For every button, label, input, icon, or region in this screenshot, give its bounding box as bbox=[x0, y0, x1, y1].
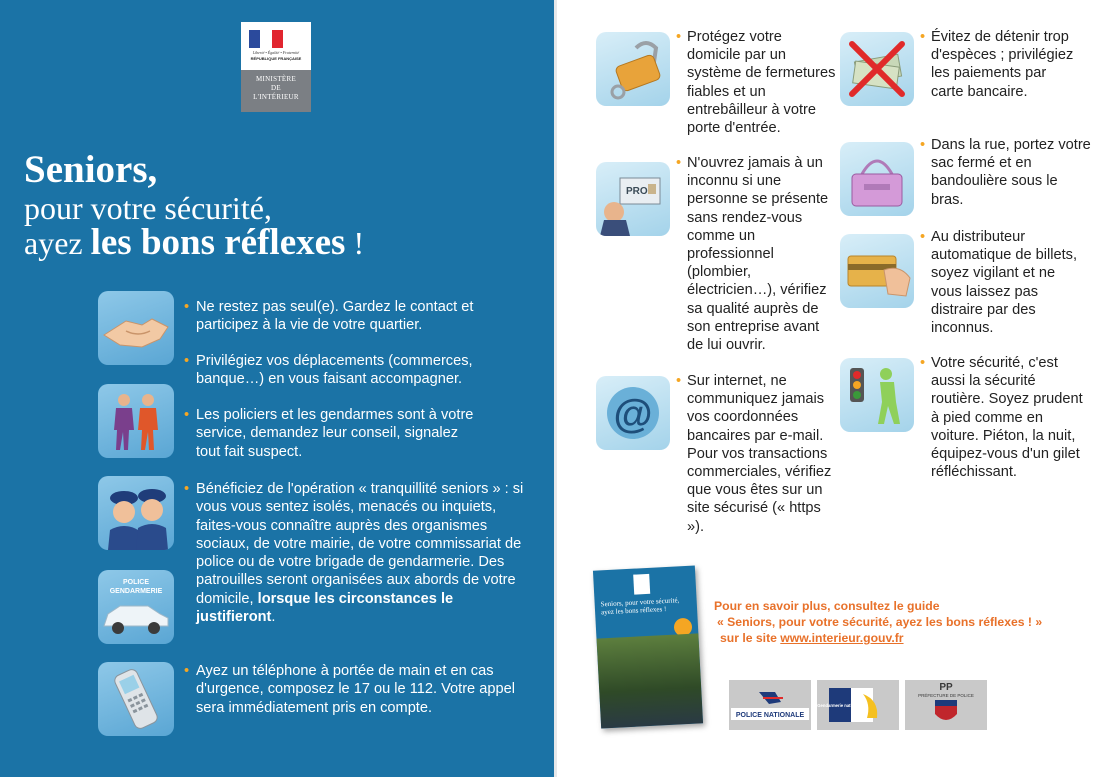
pedestrian-light-icon bbox=[840, 358, 914, 432]
more-info-line-2: « Seniors, pour votre sécurité, ayez les bons réflexes ! » bbox=[717, 615, 1043, 629]
tip-text-main: Bénéficiez de l'opération « tranquillité seniors » : si vous vous sentez isolés, menacés ou inquiets, faites-vous connaître auprès des organismes sociaux, de votre mairie, de votre commissariat de police ou de votre brigade de gendarmerie. Des patrouilles seront organisées aux abords de votre domicile, bbox=[196, 481, 524, 607]
title-line-3 bbox=[24, 224, 544, 262]
svg-text:PP: PP bbox=[939, 682, 953, 693]
bank-card-icon bbox=[840, 234, 914, 308]
police-car-label-2: GENDARMERIE bbox=[109, 588, 163, 595]
tip-text: N'ouvrez jamais à un inconnu si une personne se présente sans rendez-vous comme un professionnel (plombier, électricien…), vérifiez sa qualité auprès de son entreprise avant de lui ouvrir. bbox=[687, 155, 829, 354]
logo-republic: RÉPUBLIQUE FRANÇAISE bbox=[250, 56, 302, 61]
guide-cover-title: Seniors, pour votre sécurité, ayez les bons réflexes ! bbox=[600, 596, 680, 617]
tip-text: Dans la rue, portez votre sac fermé et en bandoulière sous le bras. bbox=[931, 137, 1091, 208]
police-car-label-1: POLICE bbox=[122, 579, 150, 586]
police-officers-icon bbox=[98, 476, 174, 550]
more-info-line-1: Pour en savoir plus, consultez le guide bbox=[714, 599, 940, 613]
more-info bbox=[714, 598, 1094, 646]
at-sign-icon bbox=[596, 376, 670, 450]
bullet-icon: • bbox=[920, 137, 926, 153]
tip-text-bold: lorsque les circonstances le justifieront bbox=[196, 590, 454, 626]
logo-motto: Liberté • Égalité • Fraternité bbox=[252, 50, 300, 55]
title-line-1: Seniors, bbox=[24, 148, 158, 191]
handbag-icon bbox=[840, 142, 914, 216]
website-link[interactable]: www.interieur.gouv.fr bbox=[780, 631, 904, 645]
police-car-icon bbox=[98, 570, 174, 644]
tip-tranquility-seniors bbox=[184, 480, 524, 626]
tip-text: Ne restez pas seul(e). Gardez le contact et participez à la vie de votre quartier. bbox=[196, 299, 474, 334]
tip-road-safety bbox=[920, 354, 1088, 481]
bullet-icon: • bbox=[920, 29, 926, 45]
partner-label: Gendarmerie nationale bbox=[817, 703, 863, 708]
no-cash-icon bbox=[840, 32, 914, 106]
page-title bbox=[24, 148, 544, 262]
tip-stay-connected bbox=[184, 298, 524, 335]
partner-label: PRÉFECTURE DE POLICE bbox=[918, 693, 974, 698]
pro-card-label: PRO bbox=[626, 186, 648, 197]
tip-text: Les policiers et les gendarmes sont à votre service, demandez leur conseil, signalez tout fait suspect. bbox=[196, 407, 474, 460]
pro-card-icon bbox=[596, 162, 670, 236]
title-line-2: pour votre sécurité, bbox=[24, 190, 272, 226]
tip-bag-closed bbox=[920, 136, 1092, 209]
tip-police-service bbox=[184, 406, 494, 461]
bullet-icon: • bbox=[184, 407, 190, 423]
svg-text:@: @ bbox=[613, 392, 653, 436]
gendarmerie-logo bbox=[817, 680, 899, 730]
tip-atm-vigilance bbox=[920, 228, 1082, 337]
tip-text: Privilégiez vos déplacements (commerces, banque…) en vous faisant accompagner. bbox=[196, 353, 473, 388]
tip-internet-safety bbox=[676, 372, 838, 536]
tip-avoid-cash bbox=[920, 28, 1080, 101]
tip-text: Protégez votre domicile par un système de fermetures fiables et un entrebâilleur à votre porte d'entrée. bbox=[687, 29, 836, 137]
tip-text-end: . bbox=[271, 609, 276, 626]
partner-label: POLICE NATIONALE bbox=[735, 712, 805, 719]
tip-text: Au distributeur automatique de billets, soyez vigilant et ne vous laissez pas distraire par des inconnus. bbox=[931, 229, 1078, 337]
bullet-icon: • bbox=[184, 299, 190, 315]
logo-ministry-line: L'INTÉRIEUR bbox=[253, 93, 299, 101]
bullet-icon: • bbox=[184, 481, 190, 497]
title-line-3-normal: ayez bbox=[24, 225, 91, 261]
bullet-icon: • bbox=[184, 353, 190, 369]
logo-ministry-line: MINISTÈRE bbox=[255, 75, 297, 83]
title-line-3-end: ! bbox=[345, 225, 365, 261]
bullet-icon: • bbox=[676, 155, 682, 171]
guide-cover-image bbox=[593, 565, 703, 728]
tip-text: Évitez de détenir trop d'espèces ; privilégiez les paiements par carte bancaire. bbox=[931, 29, 1074, 100]
prefecture-police-logo bbox=[905, 680, 987, 730]
bullet-icon: • bbox=[920, 355, 926, 371]
bullet-icon: • bbox=[676, 29, 682, 45]
logo-ministry-band bbox=[241, 70, 311, 112]
tip-text: Votre sécurité, c'est aussi la sécurité routière. Soyez prudent à pied comme en voiture. Piéton, la nuit, équipez-vous d'un gilet réfléchissant. bbox=[931, 355, 1083, 481]
police-nationale-logo bbox=[729, 680, 811, 730]
guide-logo bbox=[633, 574, 650, 595]
mobile-phone-icon bbox=[98, 662, 174, 736]
guide-cover-photo bbox=[596, 633, 703, 728]
handshake-icon bbox=[98, 291, 174, 365]
tip-text bbox=[184, 480, 524, 626]
ministry-logo bbox=[241, 22, 311, 112]
tip-dont-open-door bbox=[676, 154, 838, 354]
title-line-3-bold: les bons réflexes bbox=[90, 222, 346, 263]
more-info-prefix: sur le site bbox=[720, 631, 781, 645]
tip-be-accompanied bbox=[184, 352, 524, 389]
more-info-line-3 bbox=[714, 630, 1094, 646]
tip-secure-home bbox=[676, 28, 838, 137]
bullet-icon: • bbox=[676, 373, 682, 389]
tip-text: Sur internet, ne communiquez jamais vos coordonnées bancaires par e-mail. Pour vos transactions commerciales, vérifiez que vous êtes sur un site sécurisé (« https »). bbox=[687, 373, 832, 535]
bullet-icon: • bbox=[184, 663, 190, 679]
padlock-icon bbox=[596, 32, 670, 106]
logo-ministry-line: DE bbox=[271, 84, 281, 92]
tip-text: Ayez un téléphone à portée de main et en cas d'urgence, composez le 17 ou le 112. Votre appel sera immédiatement pris en compte. bbox=[196, 663, 515, 716]
people-walking-icon bbox=[98, 384, 174, 458]
tip-phone-emergency bbox=[184, 662, 524, 717]
french-flag-icon bbox=[249, 30, 283, 48]
bullet-icon: • bbox=[920, 229, 926, 245]
